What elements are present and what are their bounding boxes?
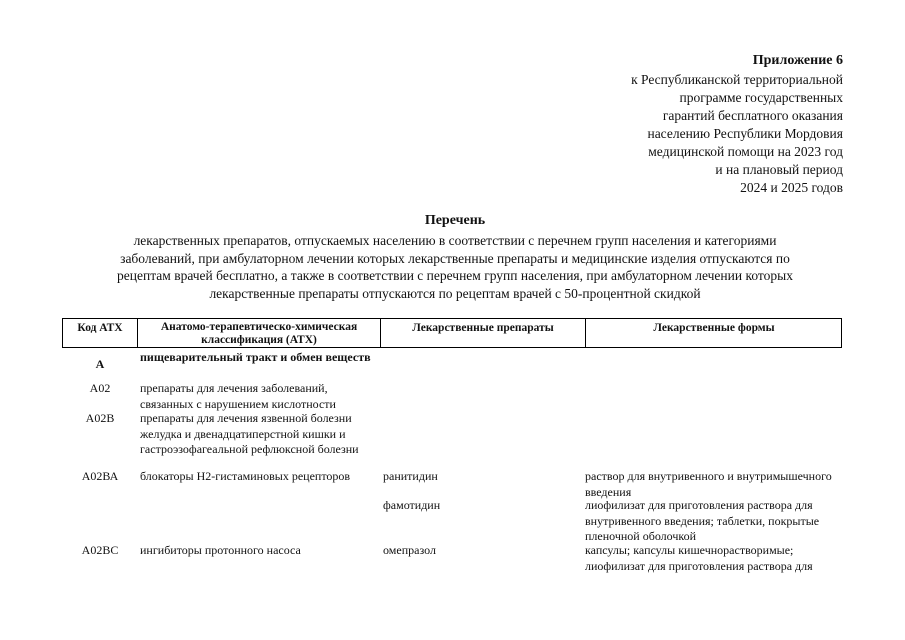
header-drugs: Лекарственные препараты [412, 322, 554, 334]
annex-block [483, 52, 843, 197]
header-forms: Лекарственные формы [653, 322, 775, 334]
table-row-code: А02В [85, 411, 115, 425]
column-divider [137, 319, 138, 347]
subtitle-line: рецептам врачей бесплатно, а также в соответствии с перечнем групп населения, при амбулаторном лечении которых [117, 268, 793, 283]
annex-line: к Республиканской территориальной [631, 72, 843, 87]
subtitle-line: лекарственные препараты отпускаются по рецептам врачей с 50-процентной скидкой [209, 285, 701, 301]
document-subtitle [60, 232, 850, 302]
annex-line: и на плановый период [715, 162, 843, 177]
table-row-classification: препараты для лечения заболеваний, связанных с нарушением кислотности [140, 381, 336, 411]
table-row-form: лиофилизат для приготовления раствора для внутривенного введения; таблетки, покрытые пленочной оболочкой [585, 498, 820, 543]
table-row-drug: фамотидин [383, 498, 441, 512]
subtitle-line: заболеваний, при амбулаторном лечении которых лекарственные препараты и медицинские изделия отпускаются по [120, 250, 790, 266]
subtitle-line: лекарственных препаратов, отпускаемых населению в соответствии с перечнем групп населения и категориями [133, 233, 777, 248]
annex-title: Приложение 6 [752, 53, 843, 68]
annex-line: программе государственных [679, 90, 843, 105]
table-header [62, 318, 842, 348]
table-row-form: раствор для внутривенного и внутримышечного введения [585, 469, 832, 499]
annex-line: населению Республики Мордовия [647, 126, 843, 141]
table-row-code: А02 [89, 381, 111, 395]
table-row-classification: блокаторы Н2-гистаминовых рецепторов [140, 469, 351, 483]
table-row-drug: омепразол [383, 543, 436, 557]
table-row-code: А02ВС [81, 543, 119, 557]
document-heading: Перечень [424, 213, 486, 228]
table-row-classification: препараты для лечения язвенной болезни желудка и двенадцатиперстной кишки и гастроэзофагеальной рефлюксной болезни [140, 411, 359, 456]
annex-line: гарантий бесплатного оказания [662, 108, 843, 123]
table-row-form: капсулы; капсулы кишечнорастворимые; лиофилизат для приготовления раствора для [585, 543, 813, 573]
header-classification: Анатомо-терапевтическо-химическая классификация (АТХ) [160, 321, 358, 346]
annex-line: медицинской помощи на 2023 год [648, 144, 843, 159]
table-row-classification: пищеварительный тракт и обмен веществ [140, 350, 371, 364]
table-row-classification: ингибиторы протонного насоса [140, 543, 301, 557]
annex-line: 2024 и 2025 годов [740, 180, 843, 195]
table-row-code: А02ВА [81, 469, 119, 483]
header-code: Код АТХ [77, 322, 123, 334]
table-row-drug: ранитидин [383, 469, 438, 483]
table-row-code: А [95, 357, 105, 371]
